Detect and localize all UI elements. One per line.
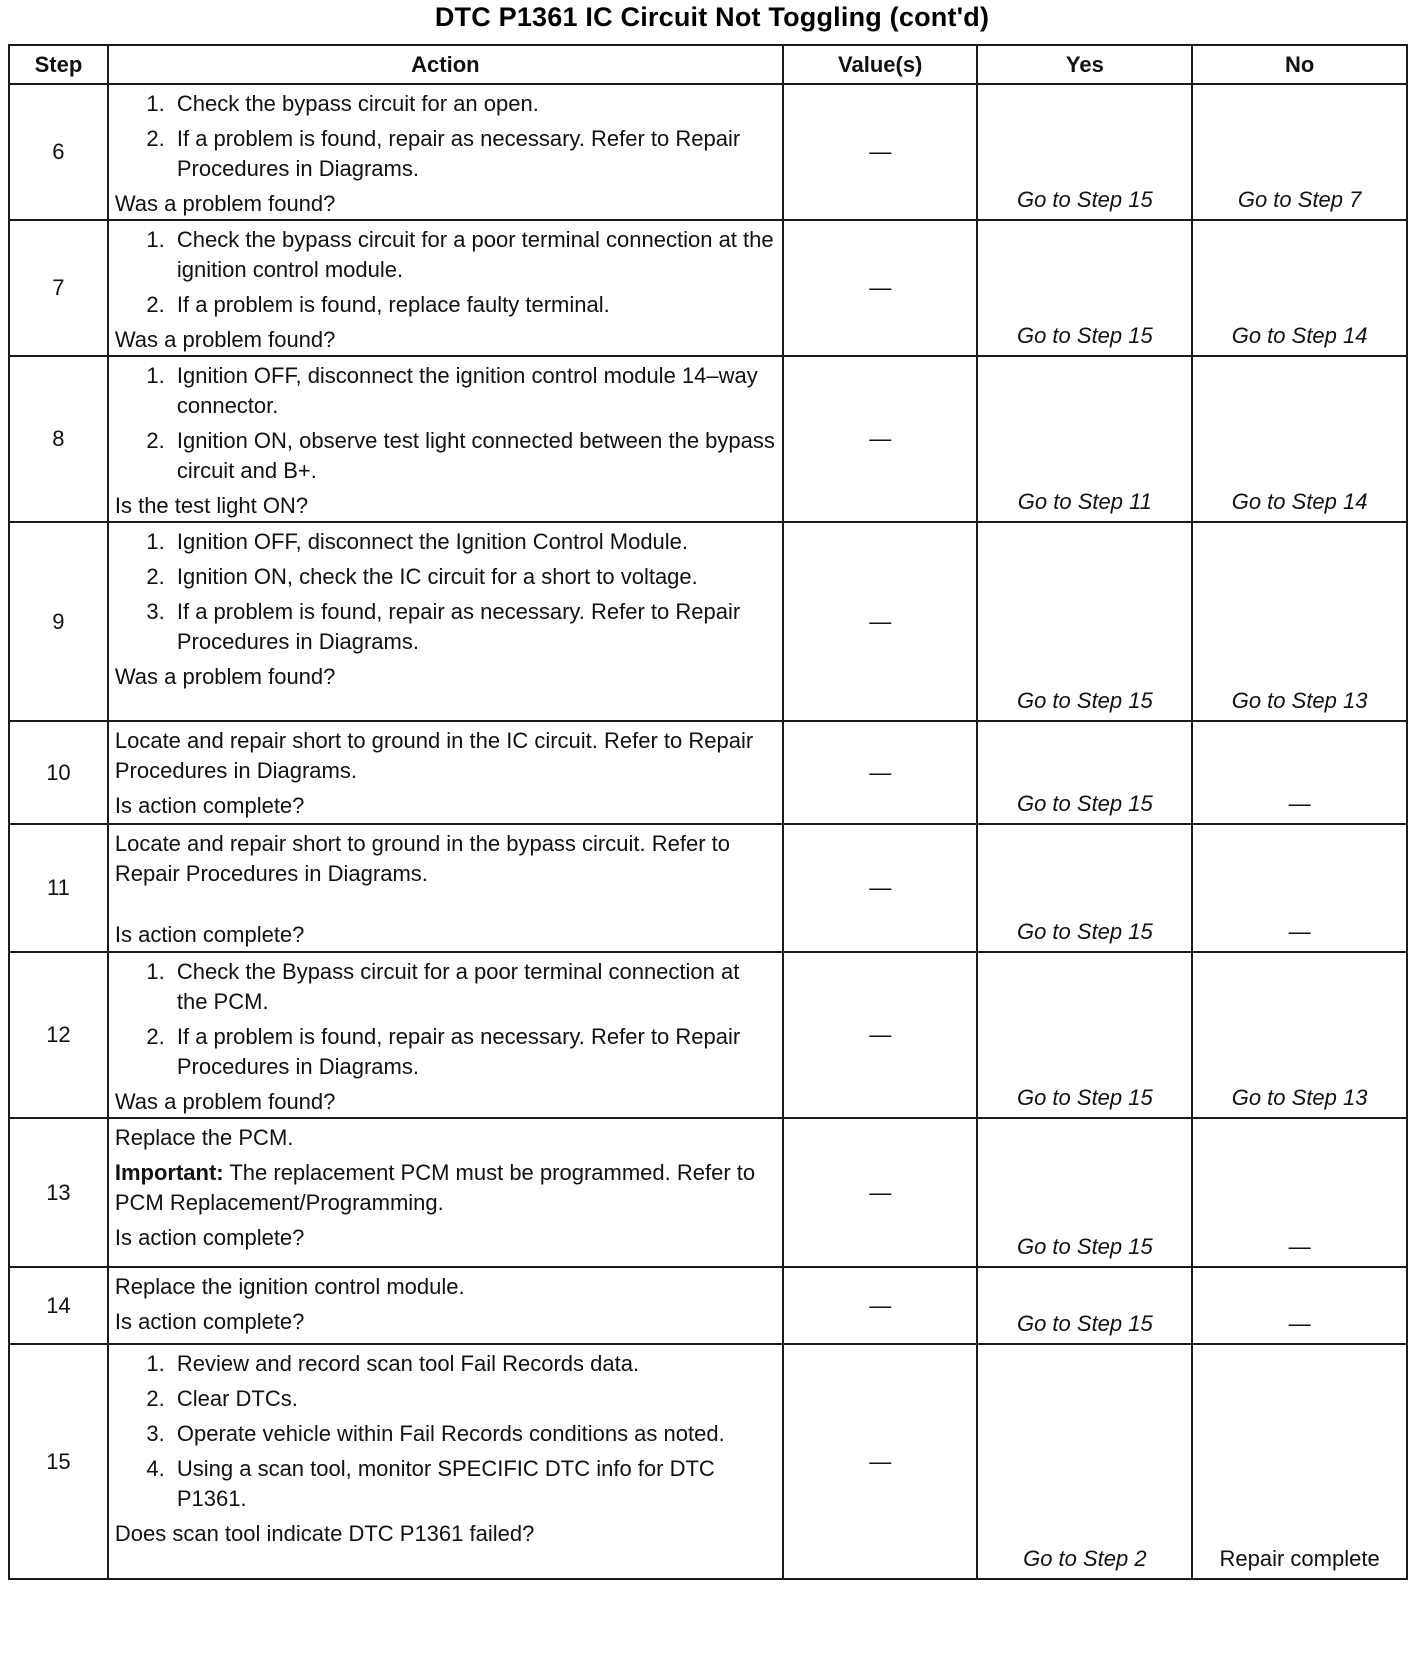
action-question: Was a problem found? — [114, 664, 336, 689]
table-row — [9, 84, 1407, 220]
action-question: Was a problem found? — [114, 191, 336, 216]
table-row — [9, 824, 1407, 952]
action-cell — [108, 824, 783, 952]
action-list — [115, 89, 776, 184]
action-cell — [108, 721, 783, 824]
no-cell: — — [1192, 1118, 1407, 1267]
value-cell: — — [783, 356, 978, 522]
action-cell — [108, 1118, 783, 1267]
action-cell — [108, 1267, 783, 1344]
value-cell: — — [783, 721, 978, 824]
value-cell: — — [783, 84, 978, 220]
step-number: 8 — [9, 356, 108, 522]
yes-cell: Go to Step 11 — [977, 356, 1192, 522]
action-list — [115, 527, 776, 657]
step-number: 11 — [9, 824, 108, 952]
action-item: 1. Check the bypass circuit for a poor terminal connection at the ignition control module. — [171, 225, 776, 285]
table-row — [9, 220, 1407, 356]
header-step: Step — [9, 45, 108, 84]
action-text: Locate and repair short to ground in the bypass circuit. Refer to Repair Procedures in Diagrams. — [114, 831, 730, 886]
value-cell: — — [783, 952, 978, 1118]
action-cell — [108, 220, 783, 356]
action-cell — [108, 522, 783, 721]
value-cell: — — [783, 824, 978, 952]
value-cell: — — [783, 1344, 978, 1579]
value-cell: — — [783, 522, 978, 721]
action-item: 2. Clear DTCs. — [171, 1384, 776, 1414]
step-number: 15 — [9, 1344, 108, 1579]
yes-cell: Go to Step 15 — [977, 220, 1192, 356]
no-cell: — — [1192, 1267, 1407, 1344]
action-list — [115, 225, 776, 320]
action-item: 1. Check the bypass circuit for an open. — [171, 89, 776, 119]
action-item: 2. If a problem is found, repair as necessary. Refer to Repair Procedures in Diagrams. — [171, 1022, 776, 1082]
yes-cell: Go to Step 15 — [977, 1267, 1192, 1344]
no-cell: Go to Step 14 — [1192, 220, 1407, 356]
no-cell: Go to Step 7 — [1192, 84, 1407, 220]
action-list — [115, 957, 776, 1082]
spacer — [115, 894, 776, 920]
no-cell: Go to Step 13 — [1192, 952, 1407, 1118]
action-question: Is action complete? — [114, 922, 305, 947]
no-cell: — — [1192, 824, 1407, 952]
action-item: 1. Review and record scan tool Fail Records data. — [171, 1349, 776, 1379]
step-number: 9 — [9, 522, 108, 721]
action-list — [115, 1349, 776, 1514]
action-item: 4. Using a scan tool, monitor SPECIFIC DTC info for DTC P1361. — [171, 1454, 776, 1514]
action-item: 1. Ignition OFF, disconnect the ignition control module 14–way connector. — [171, 361, 776, 421]
yes-cell: Go to Step 15 — [977, 84, 1192, 220]
action-text: Replace the ignition control module. — [114, 1274, 465, 1299]
action-text: Locate and repair short to ground in the IC circuit. Refer to Repair Procedures in Diagrams. — [114, 728, 754, 783]
action-item: 3. If a problem is found, repair as necessary. Refer to Repair Procedures in Diagrams. — [171, 597, 776, 657]
value-cell: — — [783, 1118, 978, 1267]
step-number: 12 — [9, 952, 108, 1118]
step-number: 7 — [9, 220, 108, 356]
action-cell — [108, 1344, 783, 1579]
no-cell: Go to Step 14 — [1192, 356, 1407, 522]
action-question: Was a problem found? — [114, 1089, 336, 1114]
yes-cell: Go to Step 15 — [977, 522, 1192, 721]
no-cell: Go to Step 13 — [1192, 522, 1407, 721]
action-item: 1. Ignition OFF, disconnect the Ignition Control Module. — [171, 527, 776, 557]
action-item: 2. If a problem is found, replace faulty terminal. — [171, 290, 776, 320]
important-note — [115, 1158, 776, 1218]
yes-cell: Go to Step 2 — [977, 1344, 1192, 1579]
step-number: 13 — [9, 1118, 108, 1267]
header-yes: Yes — [977, 45, 1192, 84]
action-cell — [108, 356, 783, 522]
action-question: Is action complete? — [114, 1309, 305, 1334]
value-cell: — — [783, 220, 978, 356]
action-item: 2. Ignition ON, observe test light connected between the bypass circuit and B+. — [171, 426, 776, 486]
action-item: 2. Ignition ON, check the IC circuit for a short to voltage. — [171, 562, 776, 592]
step-number: 6 — [9, 84, 108, 220]
table-row — [9, 952, 1407, 1118]
action-question: Does scan tool indicate DTC P1361 failed? — [114, 1521, 535, 1546]
table-row — [9, 721, 1407, 824]
table-row — [9, 522, 1407, 721]
action-question: Is the test light ON? — [114, 493, 309, 518]
page-title: DTC P1361 IC Circuit Not Toggling (cont'd) — [434, 2, 990, 32]
header-value: Value(s) — [783, 45, 978, 84]
yes-cell: Go to Step 15 — [977, 824, 1192, 952]
important-text: The replacement PCM must be programmed. Refer to PCM Replacement/Programming. — [114, 1160, 756, 1215]
table-row — [9, 1118, 1407, 1267]
action-item: 3. Operate vehicle within Fail Records conditions as noted. — [171, 1419, 776, 1449]
action-question: Is action complete? — [114, 793, 305, 818]
no-cell: — — [1192, 721, 1407, 824]
action-text: Replace the PCM. — [114, 1125, 294, 1150]
step-number: 14 — [9, 1267, 108, 1344]
action-cell — [108, 952, 783, 1118]
action-question: Is action complete? — [114, 1225, 305, 1250]
important-label: Important: — [114, 1160, 224, 1185]
yes-cell: Go to Step 15 — [977, 952, 1192, 1118]
step-number: 10 — [9, 721, 108, 824]
header-no: No — [1192, 45, 1407, 84]
yes-cell: Go to Step 15 — [977, 721, 1192, 824]
action-cell — [108, 84, 783, 220]
value-cell: — — [783, 1267, 978, 1344]
header-action: Action — [108, 45, 783, 84]
action-item: 2. If a problem is found, repair as necessary. Refer to Repair Procedures in Diagrams. — [171, 124, 776, 184]
action-item: 1. Check the Bypass circuit for a poor terminal connection at the PCM. — [171, 957, 776, 1017]
no-cell: Repair complete — [1192, 1344, 1407, 1579]
action-question: Was a problem found? — [114, 327, 336, 352]
yes-cell: Go to Step 15 — [977, 1118, 1192, 1267]
diagnostic-table — [8, 44, 1408, 1580]
table-row — [9, 1344, 1407, 1579]
table-row — [9, 356, 1407, 522]
table-row — [9, 1267, 1407, 1344]
header-row — [9, 45, 1407, 84]
action-list — [115, 361, 776, 486]
